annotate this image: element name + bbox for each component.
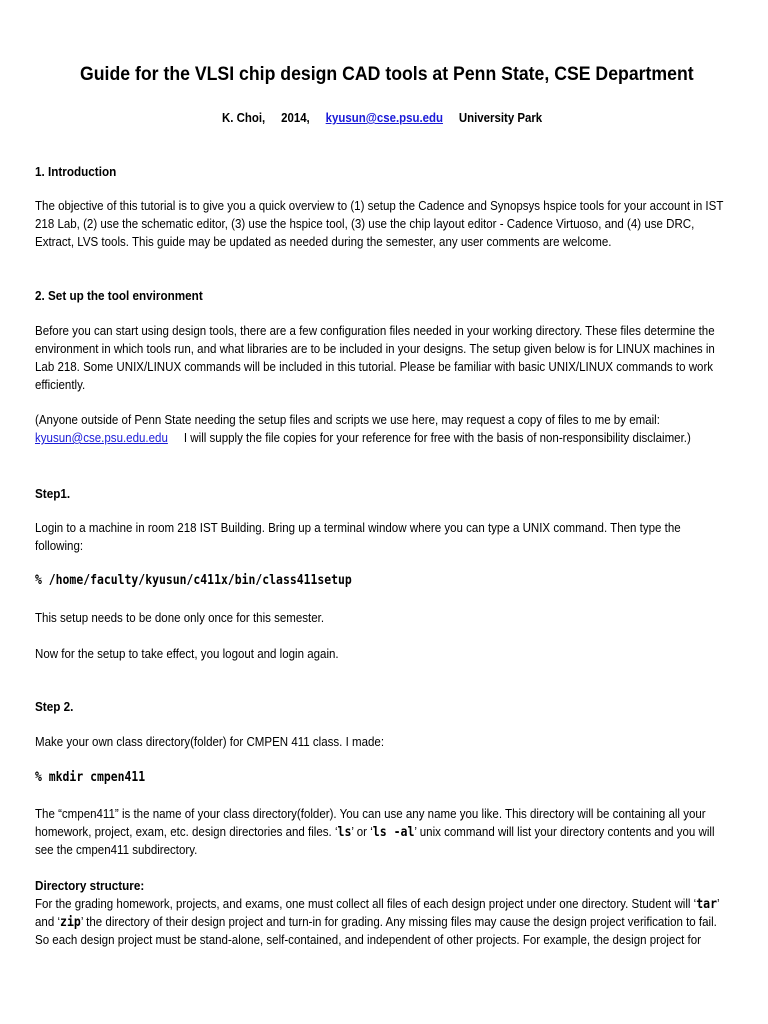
dir-paragraph — [35, 895, 768, 949]
dir-para-text: and ‘ — [35, 914, 61, 929]
dir-para-text: ’ — [717, 896, 720, 911]
intro-line: The objective of this tutorial is to give you a quick overview to (1) setup the Cadence and Synopsys hspice tools for your account in IST — [35, 198, 724, 213]
document-title: Guide for the VLSI chip design CAD tools at Penn State, CSE Department — [80, 64, 694, 85]
step2-para-text: ’ or ‘ — [351, 824, 373, 839]
step1-note: This setup needs to be done only once for this semester. — [35, 610, 325, 625]
step2-paragraph — [35, 805, 768, 859]
step2-line: Make your own class directory(folder) for CMPEN 411 class. I made: — [35, 734, 385, 749]
author-line — [222, 109, 586, 127]
setup-line: Before you can start using design tools, there are a few configuration files needed in your working directory. These files determine the — [35, 323, 715, 338]
ls-al-command: ls -al — [372, 825, 415, 840]
intro-heading: 1. Introduction — [35, 164, 117, 179]
setup-line: efficiently. — [35, 377, 86, 392]
setup-note-line: (Anyone outside of Penn State needing the setup files and scripts we use here, may request a copy of files to me by email: — [35, 412, 660, 427]
step2-command: % mkdir cmpen411 — [35, 770, 146, 785]
author-name: K. Choi, — [222, 110, 266, 125]
step1-line: Login to a machine in room 218 IST Building. Bring up a terminal window where you can type a UNIX command. Then type the — [35, 520, 681, 535]
step2-para-line: The “cmpen411” is the name of your class directory(folder). You can use any name you like. This directory will be containing all your — [35, 806, 706, 821]
author-year: 2014, — [281, 110, 310, 125]
email-link[interactable]: kyusun@cse.psu.edu.edu — [35, 430, 168, 445]
dir-para-line: So each design project must be stand-alone, self-contained, and independent of other projects. For example, the design project for — [35, 932, 702, 947]
dir-heading: Directory structure: — [35, 878, 145, 893]
step1-heading: Step1. — [35, 486, 71, 501]
setup-heading: 2. Set up the tool environment — [35, 288, 203, 303]
intro-line: Extract, LVS tools. This guide may be updated as needed during the semester, any user comments are welcome. — [35, 234, 612, 249]
setup-line: Lab 218. Some UNIX/LINUX commands will be included in this tutorial. Please be familiar with basic UNIX/LINUX commands to work — [35, 359, 714, 374]
step1-paragraph — [35, 519, 763, 555]
step2-para-text: ’ unix command will list your directory contents and you will — [414, 824, 715, 839]
dir-para-text: For the grading homework, projects, and exams, one must collect all files of each design project under one directory. Student will ‘ — [35, 896, 697, 911]
zip-command: zip — [60, 915, 81, 930]
step2-para-text: homework, project, exam, etc. design directories and files. ‘ — [35, 824, 338, 839]
setup-note — [35, 411, 768, 447]
step1-line: following: — [35, 538, 84, 553]
author-location: University Park — [458, 110, 543, 125]
step2-para-line: see the cmpen411 subdirectory. — [35, 842, 198, 857]
step1-command: % /home/faculty/kyusun/c411x/bin/class411setup — [35, 573, 352, 588]
intro-line: 218 Lab, (2) use the schematic editor, (3) use the hspice tool, (3) use the chip layout editor - Cadence Virtuoso, and (4) use DRC, — [35, 216, 695, 231]
intro-paragraph — [35, 197, 768, 251]
ls-command: ls — [337, 825, 352, 840]
dir-para-text: ’ the directory of their design project and turn-in for grading. Any missing files may cause the design project verification to fail. — [80, 914, 717, 929]
setup-line: environment in which tools run, and what libraries are to be included in your designs. The setup given below is for LINUX machines in — [35, 341, 715, 356]
tar-command: tar — [696, 897, 718, 912]
setup-paragraph — [35, 322, 768, 394]
step1-note: Now for the setup to take effect, you logout and login again. — [35, 646, 339, 661]
step2-heading: Step 2. — [35, 699, 74, 714]
setup-note-line: I will supply the file copies for your reference for free with the basis of non-responsibility disclaimer.) — [183, 430, 691, 445]
author-email-link[interactable]: kyusun@cse.psu.edu — [325, 110, 443, 125]
